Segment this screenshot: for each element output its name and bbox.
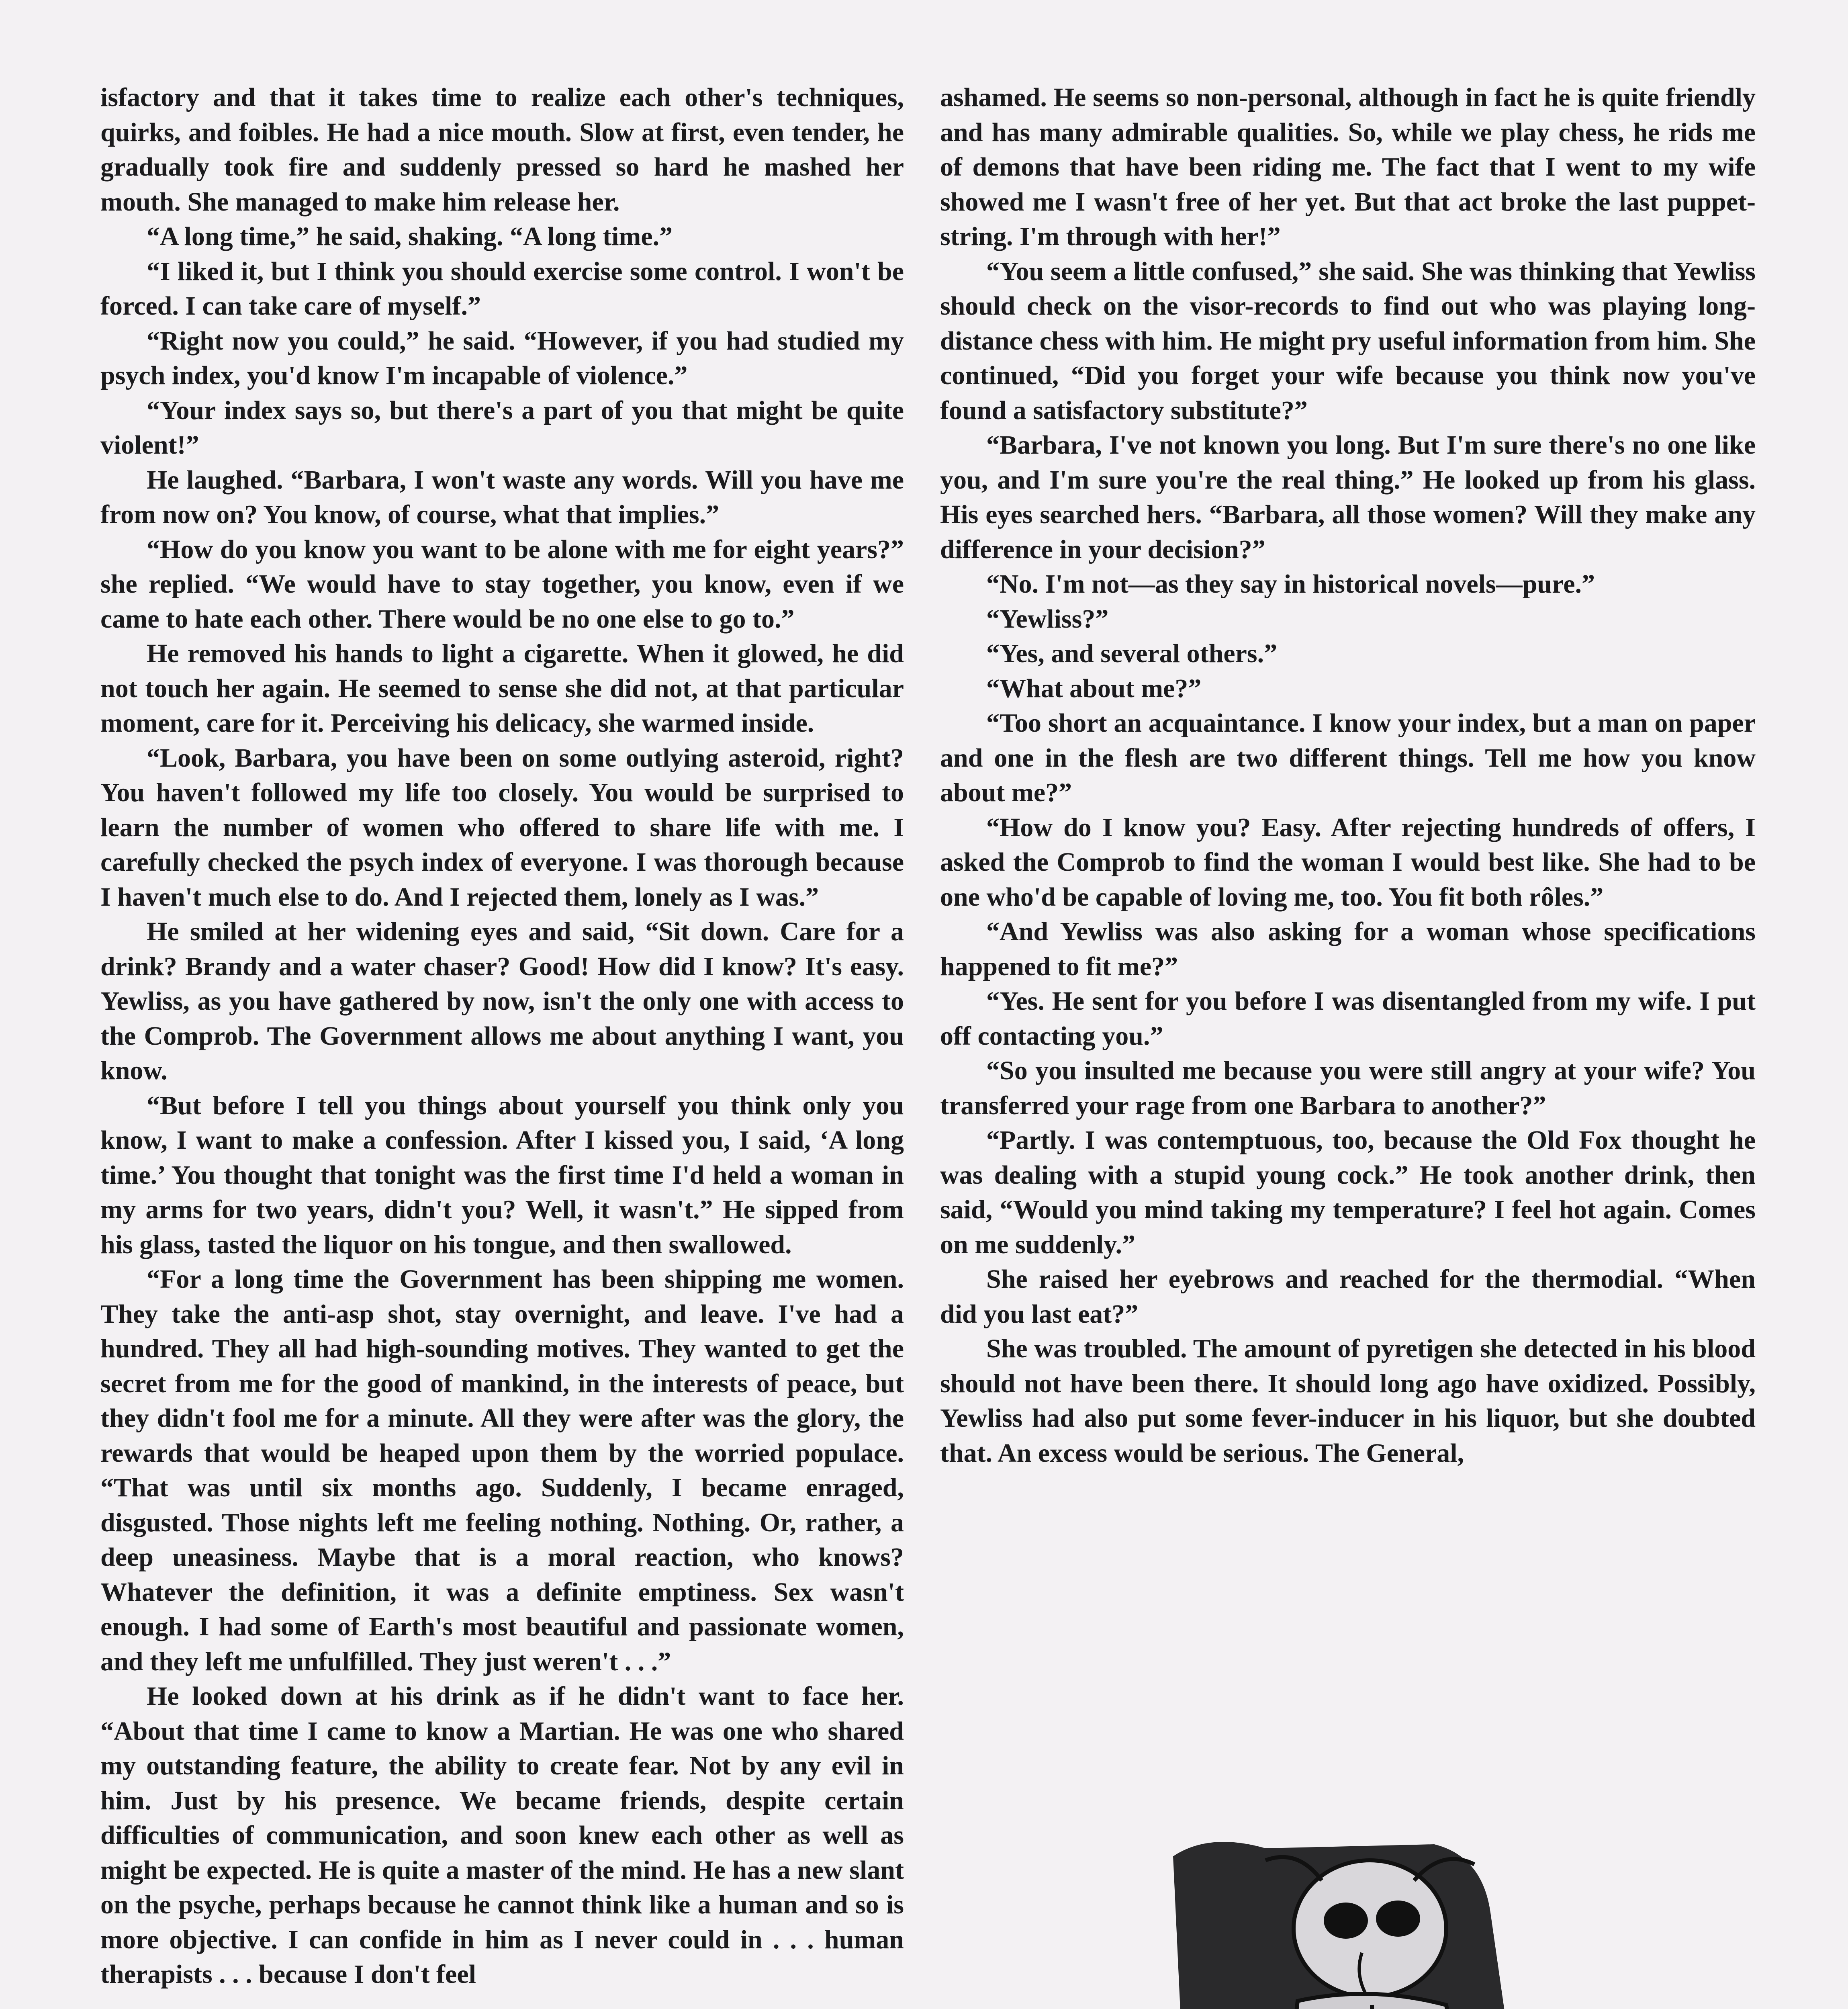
paragraph: He laughed. “Barbara, I won't waste any words. Will you have me from now on? You know, of course, what that implies.” (100, 465, 904, 529)
paragraph: “What about me?” (986, 673, 1202, 703)
paragraph: He looked down at his drink as if he didn't want to face her. “About that time I came to know a Martian. He was one who shared my outstanding feature, the ability to create fear. Not by any evil in him. Just by his presence. We became friends, despite certain difficulties of communication, and soon knew each other as well as might be expected. He is quite a master of the mind. He has a new slant on the psyche, perhaps because he cannot think like a human and so is more objective. I can confide in him as I never could in . . . human therapists . . . because I don't feel (100, 1682, 904, 1989)
paragraph: She raised her eyebrows and reached for the thermodial. “When did you last eat?” (940, 1264, 1756, 1329)
paragraph: “But before I tell you things about yourself you think only you know, I want to make a confession. After I kissed you, I said, ‘A long time.’ You thought that tonight was the first time I'd held a woman in my arms for two years, didn't you? Well, it wasn't.” He sipped from his glass, tasted the liquor on his tongue, and then swallowed. (100, 1090, 904, 1259)
paragraph: isfactory and that it takes time to realize each other's techniques, quirks, and foibles. He had a nice mouth. Slow at first, even tender, he gradually took fire and suddenly pressed so hard he mashed her mouth. She managed to make him release her. (100, 83, 904, 217)
paragraph: “A long time,” he said, shaking. “A long time.” (147, 222, 673, 251)
paragraph: “And Yewliss was also asking for a woman whose specifications happened to fit me?” (940, 917, 1756, 981)
paragraph: “How do I know you? Easy. After rejecting hundreds of offers, I asked the Comprob to find the woman I would best like. She had to be one who'd be capable of loving me, too. You fit both rôles.” (940, 812, 1756, 912)
paragraph: He smiled at her widening eyes and said, “Sit down. Care for a drink? Brandy and a water chaser? Good! How did I know? It's easy. Yewliss, as you have gathered by now, isn't the only one with access to the Comprob. The Government allows me about anything I want, you know. (100, 917, 904, 1085)
paragraph: “You seem a little confused,” she said. She was thinking that Yewliss should check on the visor-records to find out who was playing long-distance chess with him. He might pry useful information from him. She continued, “Did you forget your wife because you think now you've found a satisfactory substitute?” (940, 256, 1756, 425)
paragraph: “Yes, and several others.” (986, 639, 1278, 668)
paragraph: “For a long time the Government has been shipping me women. They take the anti-asp shot, stay overnight, and leave. I've had a hundred. They all had high-sounding motives. They wanted to get the secret from me for the good of mankind, in the interests of peace, but they didn't fool me for a minute. All they were after was the glory, the rewards that would be heaped upon them by the worried populace. “That was until six months ago. Suddenly, I became enraged, disgusted. Those nights left me feeling nothing. Nothing. Or, rather, a deep uneasiness. Maybe that is a moral reaction, who knows? Whatever the definition, it was a definite emptiness. Sex wasn't enough. I had some of Earth's most beautiful and passionate women, and they left me unfulfilled. They just weren't . . .” (100, 1264, 904, 1676)
paragraph: “Barbara, I've not known you long. But I'm sure there's no one like you, and I'm sure you're the real thing.” He looked up from his glass. His eyes searched hers. “Barbara, all those women? Will they make any difference in your decision?” (940, 430, 1756, 564)
paragraph: “I liked it, but I think you should exercise some control. I won't be forced. I can take care of myself.” (100, 256, 904, 321)
paragraph: “Partly. I was contemptuous, too, because the Old Fox thought he was dealing with a stupid young cock.” He took another drink, then said, “Would you mind taking my temperature? I feel hot again. Comes on me suddenly.” (940, 1125, 1756, 1259)
paragraph: “How do you know you want to be alone with me for eight years?” she replied. “We would have to stay together, you know, even if we came to hate each other. There would be no one else to go to.” (100, 534, 904, 634)
paragraph: “Too short an acquaintance. I know your index, but a man on paper and one in the flesh are two different things. Tell me how you know about me?” (940, 708, 1756, 807)
paragraph: “No. I'm not—as they say in historical novels—pure.” (986, 569, 1595, 599)
paragraph: ashamed. He seems so non-personal, although in fact he is quite friendly and has many admirable qualities. So, while we play chess, he rids me of demons that have been riding me. The fact that I went to my wife showed me I wasn't free of her yet. But that act broke the last puppet-string. I'm through with her!” (940, 83, 1756, 251)
paragraph: “So you insulted me because you were still angry at your wife? You transferred your rage from one Barbara to another?” (940, 1056, 1756, 1120)
text-column-left (100, 80, 904, 1992)
paragraph: “Your index says so, but there's a part of you that might be quite violent!” (100, 395, 904, 460)
paragraph: “Yewliss?” (986, 604, 1109, 634)
paragraph: “Right now you could,” he said. “However, if you had studied my psych index, you'd know I'm incapable of violence.” (100, 326, 904, 390)
chess-illustration (1041, 1832, 1691, 2009)
paragraph: “Yes. He sent for you before I was disentangled from my wife. I put off contacting you.” (940, 986, 1756, 1051)
paragraph: She was troubled. The amount of pyretigen she detected in his blood should not have been there. It should long ago have oxidized. Possibly, Yewliss had also put some fever-inducer in his liquor, but she doubted that. An excess would be serious. The General, (940, 1334, 1756, 1468)
text-column-right (940, 80, 1756, 1471)
paragraph: “Look, Barbara, you have been on some outlying asteroid, right? You haven't followed my life too closely. You would be surprised to learn the number of women who offered to share life with me. I carefully checked the psych index of everyone. I was thorough because I haven't much else to do. And I rejected them, lonely as I was.” (100, 743, 904, 912)
paragraph: He removed his hands to light a cigarette. When it glowed, he did not touch her again. He seemed to sense she did not, at that particular moment, care for it. Perceiving his delicacy, she warmed inside. (100, 639, 904, 738)
